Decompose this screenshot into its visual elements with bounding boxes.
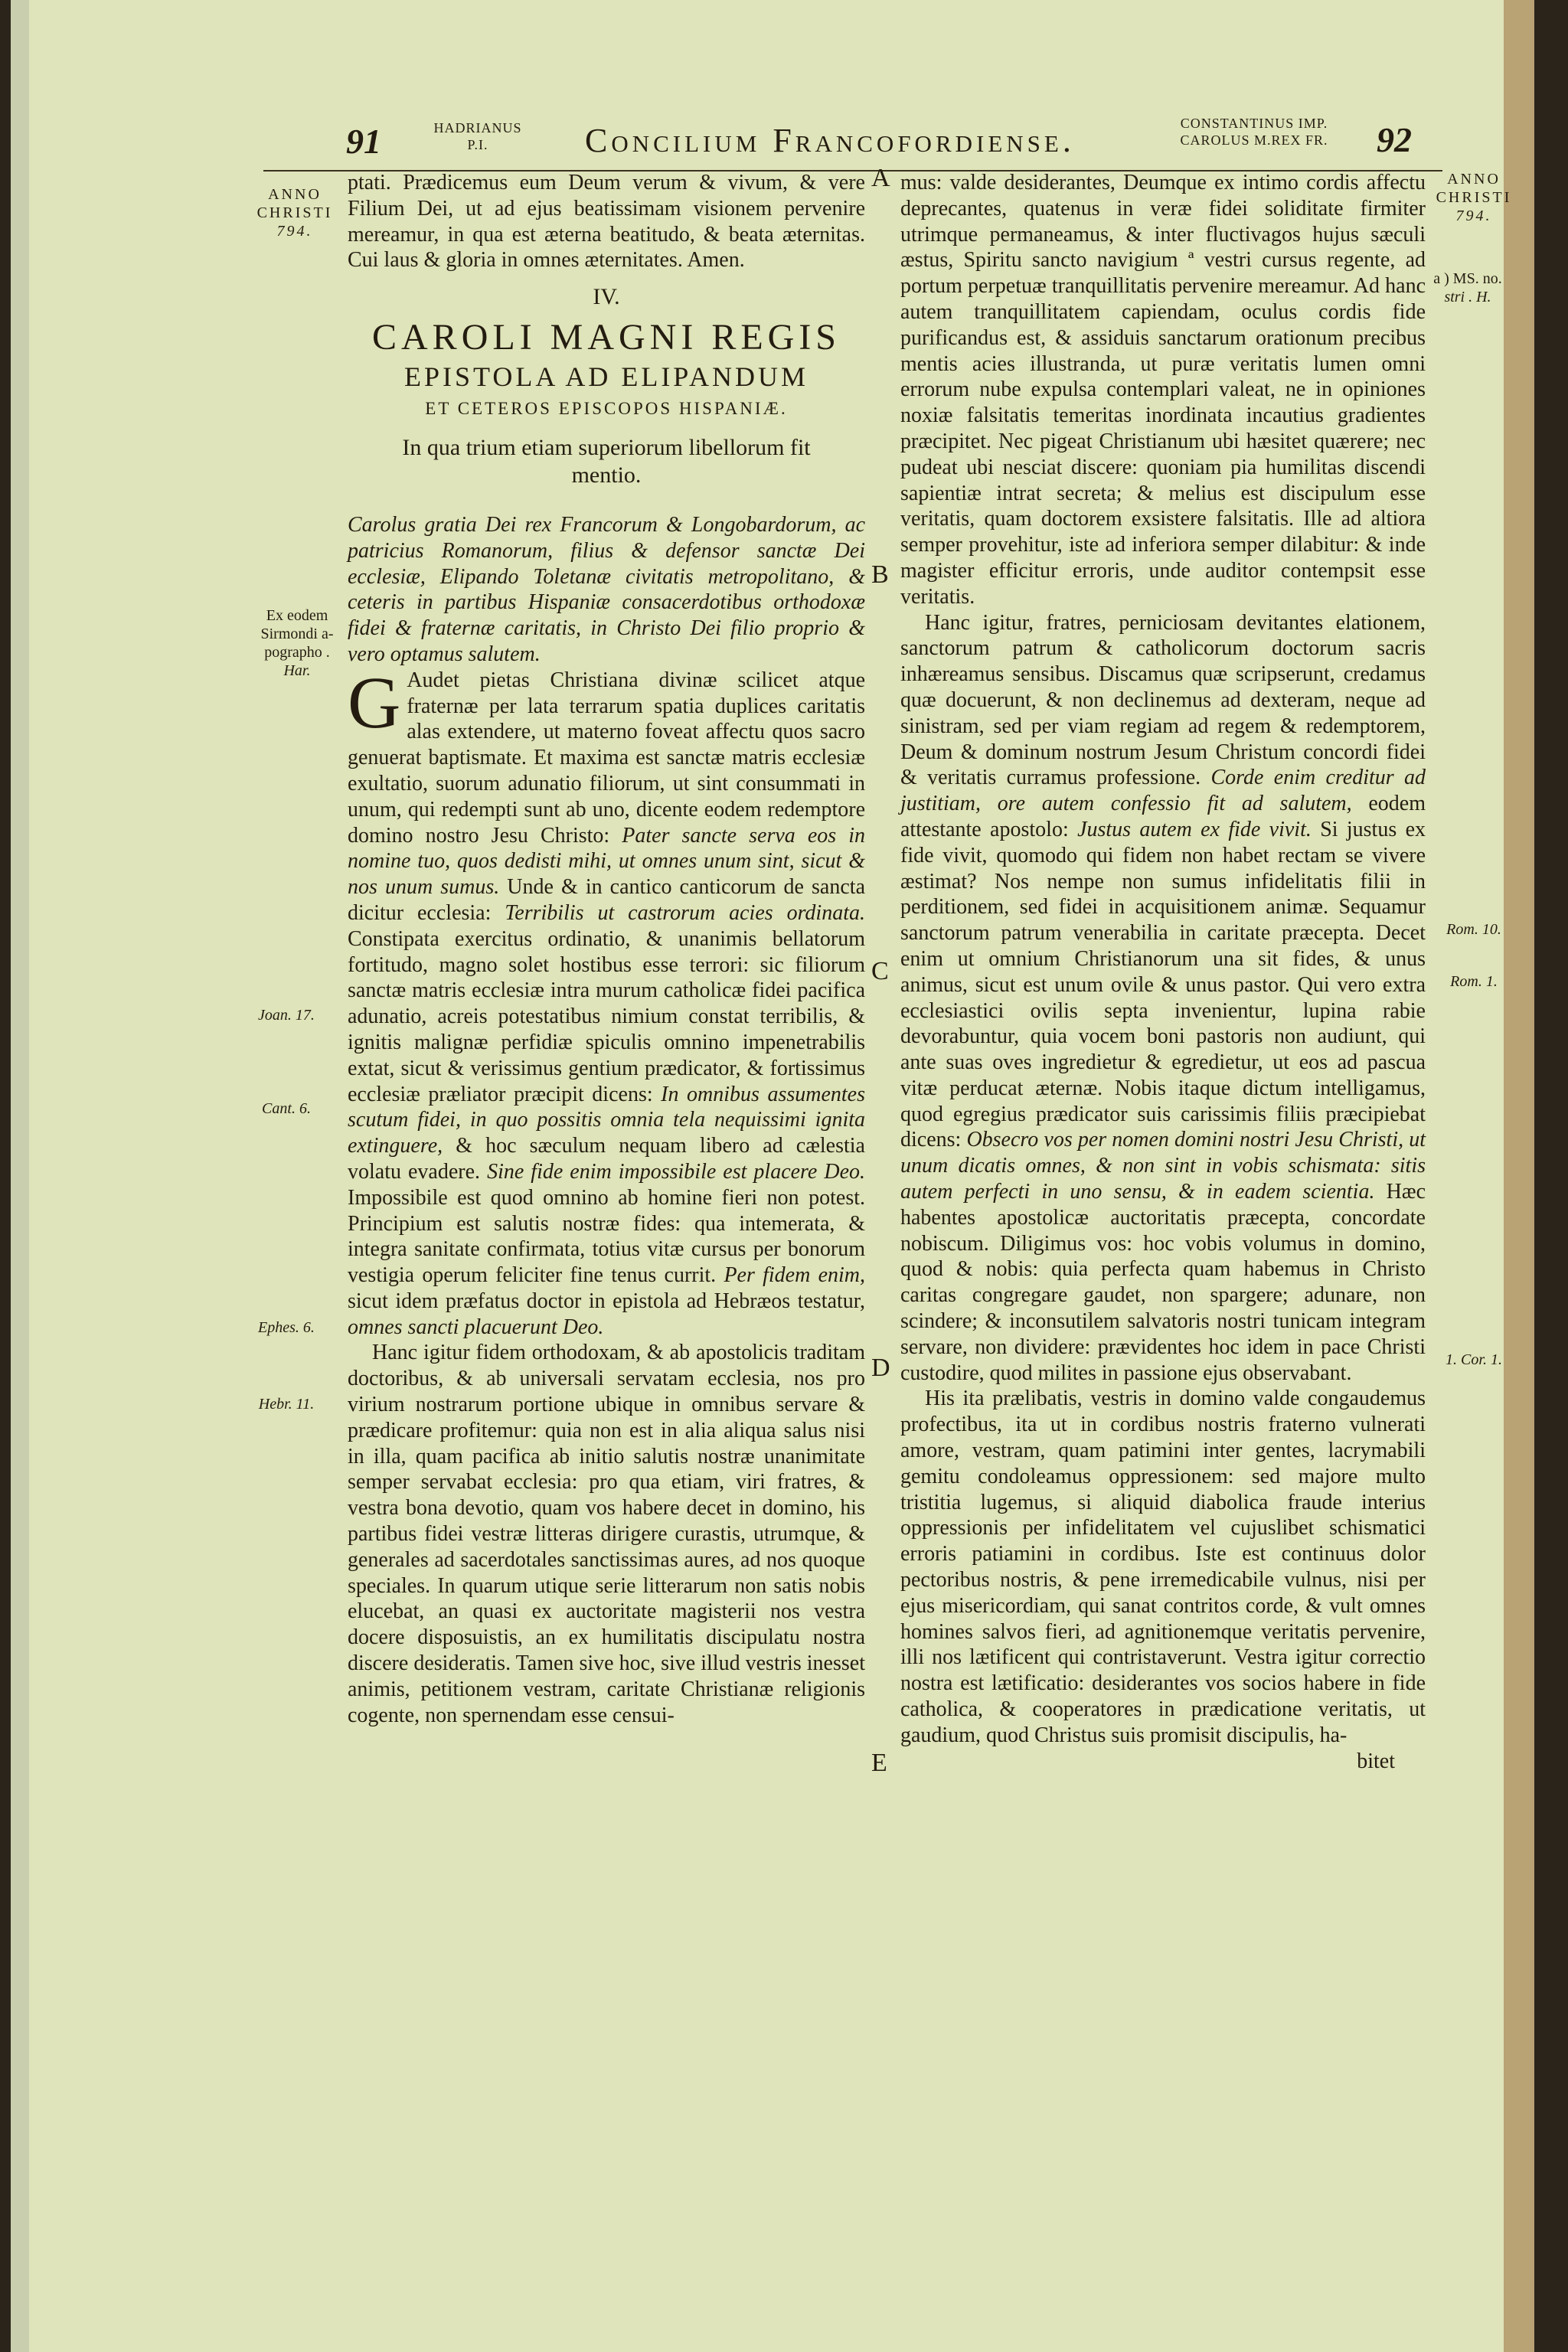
scripture-quote: In omnibus assumentes scutum fidei, in quo possitis omnia tela nequissimi ignita extinguere, (348, 1082, 865, 1158)
anno-line: ANNO (268, 186, 322, 203)
ms-note-line: stri . H. (1444, 289, 1491, 305)
source-note-line: Ex eodem (266, 607, 328, 624)
body-text: & hoc sæculum nequam libero ad cælestia volatu evadere. (348, 1134, 865, 1184)
paragraph (348, 661, 865, 1341)
letter-summary: In qua trium etiam superiorum libellorum fit mentio. (402, 434, 811, 488)
paragraph: mus: valde desiderantes, Deumque ex intimo cordis affectu deprecantes, quatenus in veræ fidei soliditate firmiter utrimque permaneamus, & inter fluctivagos hujus sæculi æstus, Spiritu sancto navigium ª vestri cursus regente, ad portum perpetuæ tranquillitatis pervenire mereamur. Ad hanc autem tranquillitatem capiendam, oculus cordis fide purificandus est, & assiduis sanctarum orationum precibus mentis acies illustranda, ut puræ veritatis lumen omni errorum nube expulsa contemplari valeat, ne in opiniones noxiæ falsitatis temeritas inordinata incautius gradientes præcipitet. Nec pigeat Christianum ubi hæsitet quærere; nec pudeat ubi nesciat discere: quoniam pia humilitas discendi sapientiæ intrat secreta; & melius est discipulum esse veritatis, quam doctorem exsistere falsitatis. Ille ad altiora semper provehitur, iste ad inferiora semper dilabitur: & inde magister efficitur erroris, unde auditor contempsit esse veritatis. (900, 171, 1426, 609)
source-note-line: Sirmondi a- (260, 626, 334, 642)
body-text: Si justus ex fide vivit, quomodo qui fidem non habet rectam se vivere æstimat? Nos nempe non sumus infidelitatis filii in perditionem, sed fidei in acquisitionem animæ. Sequamur sanctorum patrum venerabilia in caritate præcepta. Decet enim ut omnium Christianorum una sit fides, & unus animus, sicut est unum ovile & unus pastor. Qui vero extra ecclesiastici ovilis septa invenientur, lupina rabie devorabuntur, quia vocem boni pastoris non audiunt, qui ante suas oves ingredietur & egredietur, ut eos ad pascua vitæ perducat æternæ. Nobis itaque dictum intelligamus, quod egregius prædicator suis carissimis filiis præcipiebat dicens: (900, 817, 1426, 1152)
salutation: Carolus gratia Dei rex Francorum & Longobardorum, ac patricius Romanorum, filius & defensor sanctæ Dei ecclesiæ, Elipando Toletanæ civitatis metropolitano, & ceteris in partibus Hispaniæ consacerdotibus orthodoxæ fidei & fraternæ caritatis, in Christo Dei filio proprio & vero optamus salutem. (348, 512, 865, 666)
letter-title: CAROLI MAGNI REGIS (372, 316, 841, 358)
body-text: eodem attestante apostolo: (900, 792, 1426, 841)
anno-christi-right (1432, 170, 1516, 225)
letter-subtitle: EPISTOLA AD ELIPANDUM (403, 361, 809, 392)
text-column-right (900, 170, 1426, 1774)
margin-ref-left: Joan. 17. (258, 1007, 315, 1024)
anno-line: ANNO (1447, 171, 1501, 188)
body-text: Impossibile est quod omnino ab homine fieri non potest. Principium est salutis nostræ fides: qua intemerata, & integra sanitate confirmata, totius vitæ cursus per bonorum vestigia operum feliciter fine tenus currit. (348, 1185, 865, 1288)
paragraph (900, 610, 1426, 1387)
scripture-quote: Sine fide enim impossibile est placere Deo. (487, 1159, 865, 1184)
scripture-quote: Justus autem ex fide vivit. (1077, 817, 1312, 841)
body-text: Constipata exercitus ordinatio, & unanimis bellatorum fortitudo, magno solet hostibus esse terrori: sic filiorum sanctæ matris ecclesiæ intra murum catholicæ fidei pacifica adunatio, acreis potestatibus nimium constat terribilis, & ignitis malignæ perfidiæ spiculis omnino impenetrabilis extat, sicut & verissimus gentium prædicator, & fortissimus ecclesiæ præliator præcipit dicens: (348, 926, 865, 1106)
page-number-left: 91 (346, 122, 381, 161)
margin-ref-left: Ephes. 6. (258, 1319, 315, 1336)
section-letter: C (871, 957, 889, 985)
scripture-quote: omnes sancti placuerunt Deo. (348, 1315, 604, 1339)
running-head-right (1147, 115, 1361, 149)
drop-cap: G (348, 661, 401, 743)
source-note (253, 606, 341, 680)
source-note-line: Har. (283, 662, 311, 679)
section-letter: B (871, 560, 889, 589)
source-note-line: pographo . (264, 644, 330, 661)
book-page (11, 0, 1534, 2352)
page-number-right: 92 (1377, 120, 1412, 159)
paragraph: Hanc igitur fidem orthodoxam, & ab apostolicis traditam doctoribus, & ab universali servatam ecclesia, nos pro virium nostrarum portione ubique in omnibus servare & prædicare profitemur: quia non est in alia aliqua salus nisi in illa, quam pacifica ab initio salutis nostræ unanimitate semper servabat ecclesia: pro qua etiam, viri fratres, & vestra bona devotio, quam vos habere decet in domino, his partibus fidei vestræ litteras dirigere curastis, utrumque, & generales ad sacerdotales sanctissimas aures, ad nos quoque speciales. In quarum utique serie litterarum non satis nobis elucebat, an quasi ex auctoritate magisterii nos vestra docere disposuistis, an ex humilitatis discipulatu nostra discere desideratis. Tamen sive hoc, sive illud vestris inesset animis, petitionem vestram, caritate Christianæ religionis cogente, non spernendam esse censui- (348, 1341, 865, 1727)
anno-line: CHRISTI (256, 204, 333, 221)
running-head-left (432, 119, 524, 153)
scripture-quote: Pater sancte serva eos in nomine tuo, quos dedisti mihi, ut omnes unum sint, sicut & nos unum sumus. (348, 823, 865, 900)
text-column-left (348, 170, 865, 1728)
body-text: Hæc habentes apostolicæ auctoritatis præcepta, concordate nobiscum. Diligimus vos: hoc vobis volumus in domino, quod & nobis: quia perfecta quam habemus in Christo caritas congregare gaudet, non spargere; adunare, non scindere; & inconsutilem salvatoris nostri tunicam integram servare, non dividere: prævidentes hoc idem in pace Christi custodire, quod milites in passione ejus observabant. (900, 1180, 1426, 1385)
margin-ref-right: 1. Cor. 1. (1446, 1351, 1502, 1368)
scripture-quote: Terribilis ut castrorum acies ordinata. (505, 900, 865, 925)
section-letter: D (871, 1354, 890, 1382)
ms-note (1426, 270, 1510, 306)
body-text: Audet pietas Christiana divinæ scilicet atque fraternæ per lata terrarum spatia duplices caritatis alas extendere, ut materno foveat affectu quos sacro genuerat baptismate. Et maxima est sanctæ matris ecclesiæ exultatio, suorum adunatio filiorum, ut sint consummati in unum, qui redempti sunt ab uno, dicente eodem redemptore domino nostro Jesu Christo: (348, 668, 865, 848)
ms-note-line: a ) MS. no. (1433, 270, 1502, 287)
running-head-right-line: CAROLUS M.REX FR. (1180, 132, 1328, 148)
margin-ref-left: Hebr. 11. (258, 1396, 315, 1413)
scripture-quote: Per fidem enim, (724, 1263, 865, 1288)
paragraph: His ita prælibatis, vestris in domino valde congaudemus profectibus, ita ut in cordibus nostris fraterno vulnerati amore, vestram, quam patimini inter gentes, lacrymabili gemitu condoleamus oppressionem: sed majore multo tristitia lugemus, si aliquid diabolica fraude interius oppressionis per infidelitatem vel cujuslibet schismatici erroris patiamini in cordibus. Iste est continuus dolor pectoribus nostris, & pene irremedicabile vulnus, nisi per ejus misericordiam, qui sanat contritos corde, & vult omnes homines salvos fieri, ad agnitionemque veritatis pervenire, illi nos lætificent qui contristaverunt. Vestra igitur correctio nostra est lætificatio: desiderantes vos socios habere in fide catholica, & cooperatores in prædicatione veritatis, ut gaudium, quod Christus suis promisit discipulis, ha- (900, 1387, 1426, 1747)
scripture-quote: Corde enim creditur ad justitiam, ore autem confessio fit ad salutem, (900, 766, 1426, 816)
running-head-left-line: HADRIANUS (433, 120, 522, 136)
catchword: bitet (1357, 1749, 1395, 1773)
page-edge-left (11, 0, 29, 2352)
margin-ref-left: Cant. 6. (262, 1100, 311, 1117)
running-head-right-line: CONSTANTINUS IMP. (1180, 116, 1328, 131)
anno-christi-left (253, 185, 337, 240)
scripture-quote: Obsecro vos per nomen domini nostri Jesu Christi, ut unum dicatis omnes, & non sint in vobis schismata: sitis autem perfecti in uno sensu, & in eadem scientia. (900, 1128, 1426, 1204)
anno-year: 794. (276, 223, 313, 240)
body-text: sicut idem præfatus doctor in epistola ad Hebræos testatur, (348, 1289, 865, 1313)
margin-ref-right: Rom. 10. (1446, 921, 1501, 938)
paragraph: ptati. Prædicemus eum Deum verum & vivum, & vere Filium Dei, ut ad ejus beatissimam visionem pervenire mereamur, in qua est æterna beatitudo, & beata æternitas. Cui laus & gloria in omnes æternitates. Amen. (348, 171, 865, 273)
body-text: Unde & in cantico canticorum de sancta dicitur ecclesia: (348, 875, 865, 925)
section-letter: E (871, 1749, 887, 1777)
letter-addressees: ET CETEROS EPISCOPOS HISPANIÆ. (425, 398, 788, 418)
body-text: Hanc igitur, fratres, perniciosam devitantes elationem, sanctorum patrum & catholicorum doctorum sacris inhæreamus sensibus. Discamus quæ scripserunt, credamus quæ docuerunt, & non declinemus ad dexteram, neque ad sinistram, sed per viam regiam ad regem & redemptorem, Deum & dominum nostrum Jesum Christum concordi fidei & veritatis curramus professione. (900, 610, 1426, 790)
section-number: IV. (593, 284, 620, 310)
running-head-left-line: P.I. (467, 137, 488, 152)
page-title: Concilium Francofordiense. (585, 122, 1075, 159)
section-letter: A (871, 164, 890, 192)
anno-line: CHRISTI (1436, 189, 1512, 206)
margin-ref-right: Rom. 1. (1450, 973, 1498, 990)
anno-year: 794. (1455, 207, 1492, 224)
page-edge-right (1504, 0, 1534, 2352)
